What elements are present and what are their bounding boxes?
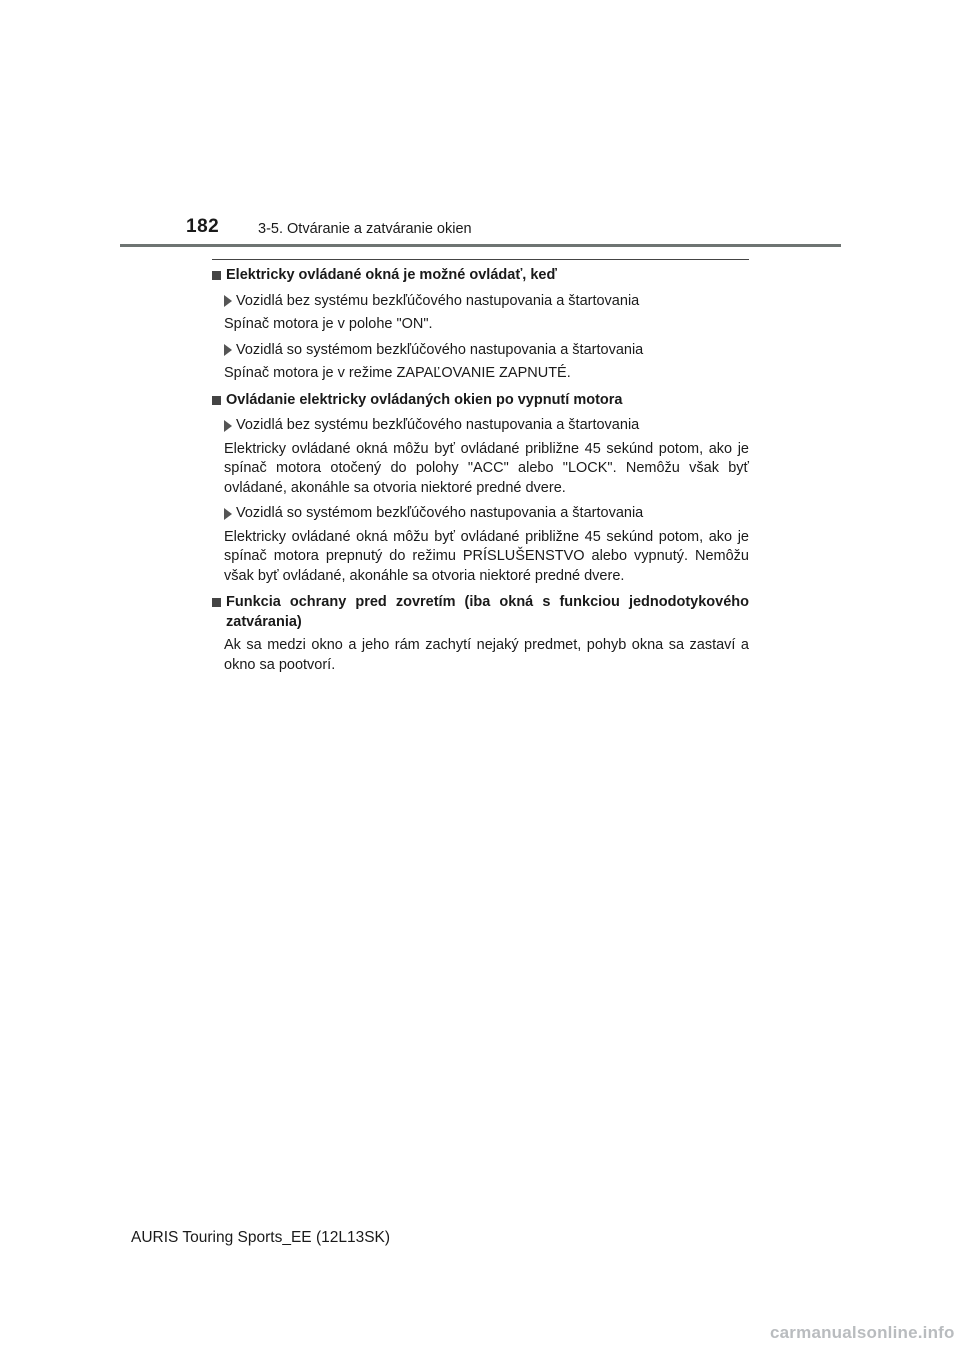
condition-label: Vozidlá so systémom bezkľúčového nastupovania a štartovania bbox=[236, 341, 644, 358]
square-bullet-icon bbox=[212, 396, 221, 405]
body-paragraph: Spínač motora je v polohe "ON". bbox=[224, 316, 433, 332]
body-paragraph: Elektricky ovládané okná môžu byť ovládané približne 45 sekúnd potom, ako je spínač motora prepnutý do režimu PRÍSLUŠENSTVO alebo vypnutý. Nemôžu však byť ovládané, akonáhle sa otvoria niektoré predné dvere. bbox=[224, 528, 749, 584]
section-title: Funkcia ochrany pred zovretím (iba okná s funkciou jednodotykového zatvárania) bbox=[226, 594, 749, 630]
triangle-bullet-icon bbox=[224, 420, 232, 432]
section-heading bbox=[211, 266, 749, 286]
section-heading bbox=[211, 593, 749, 632]
header-divider bbox=[120, 244, 841, 247]
body-paragraph: Ak sa medzi okno a jeho rám zachytí nejaký predmet, pohyb okna sa zastaví a okno sa pootvorí. bbox=[224, 637, 749, 673]
section-divider bbox=[212, 259, 749, 260]
condition-label: Vozidlá so systémom bezkľúčového nastupovania a štartovania bbox=[236, 505, 644, 521]
condition-item bbox=[224, 504, 749, 524]
page-content bbox=[211, 266, 749, 675]
watermark: carmanualsonline.info bbox=[770, 1323, 955, 1342]
condition-label: Vozidlá bez systému bezkľúčového nastupovania a štartovania bbox=[236, 417, 640, 433]
triangle-bullet-icon bbox=[224, 295, 232, 307]
condition-item bbox=[224, 341, 749, 361]
condition-label: Vozidlá bez systému bezkľúčového nastupovania a štartovania bbox=[236, 292, 640, 309]
page-number: 182 bbox=[186, 216, 220, 237]
section-title: Elektricky ovládané okná je možné ovládať, keď bbox=[226, 267, 557, 283]
body-paragraph: Spínač motora je v režime ZAPAĽOVANIE ZAPNUTÉ. bbox=[224, 365, 571, 381]
triangle-bullet-icon bbox=[224, 508, 232, 520]
triangle-bullet-icon bbox=[224, 344, 232, 356]
condition-item bbox=[224, 292, 749, 312]
condition-item bbox=[224, 416, 749, 436]
square-bullet-icon bbox=[212, 598, 221, 607]
chapter-title: 3-5. Otváranie a zatváranie okien bbox=[258, 221, 472, 237]
section-heading bbox=[211, 391, 749, 411]
footer-model-code: AURIS Touring Sports_EE (12L13SK) bbox=[131, 1229, 391, 1246]
section-title: Ovládanie elektricky ovládaných okien po vypnutí motora bbox=[226, 391, 623, 408]
body-paragraph: Elektricky ovládané okná môžu byť ovládané približne 45 sekúnd potom, ako je spínač motora otočený do polohy "ACC" alebo "LOCK". Nemôžu však byť ovládané, akonáhle sa otvoria niektoré predné dvere. bbox=[224, 440, 749, 496]
square-bullet-icon bbox=[212, 271, 221, 280]
